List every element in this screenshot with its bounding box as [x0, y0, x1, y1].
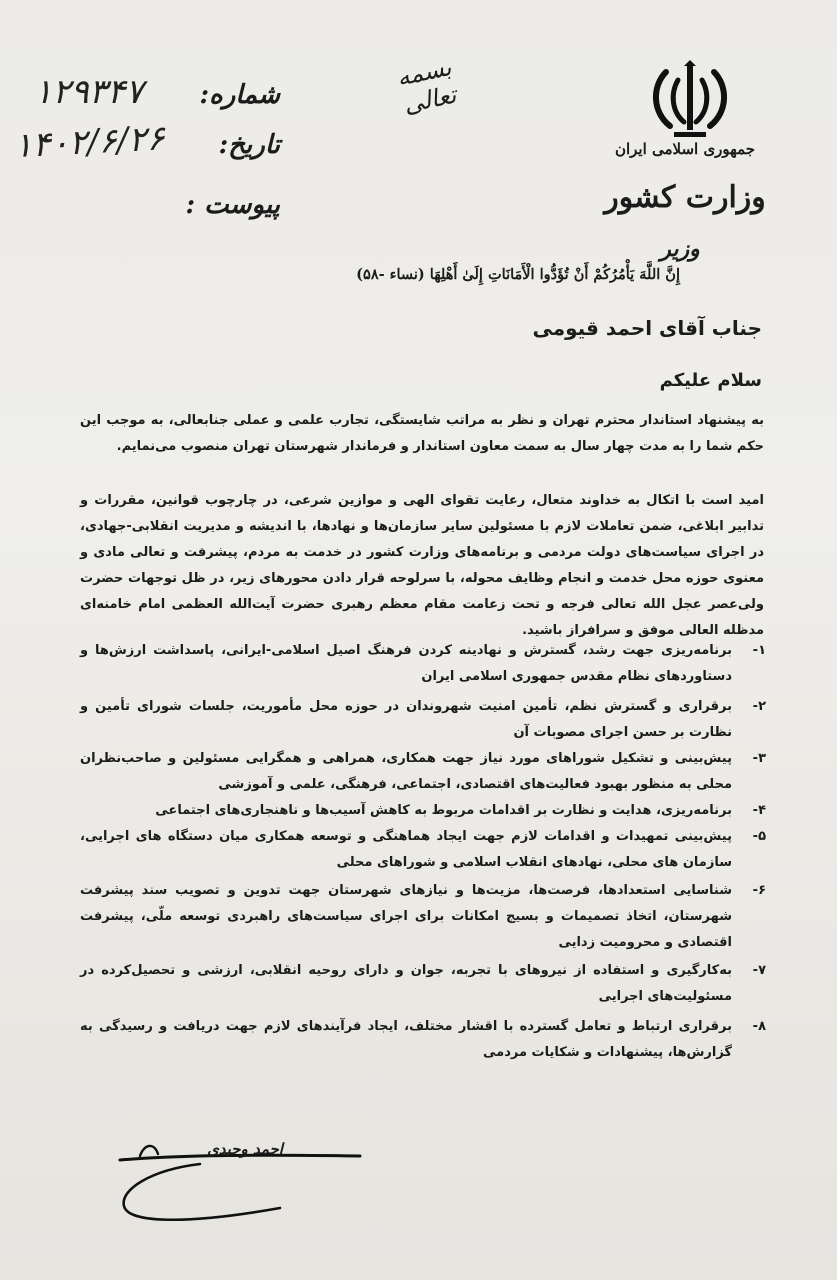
item-text: برنامه‌ریزی جهت رشد، گسترش و نهادینه کردن فرهنگ اصیل اسلامی-ایرانی، پاسداشت ارزش‌ها و دستاوردهای نظام مقدس جمهوری اسلامی ایران	[80, 643, 732, 684]
addressee: جناب آقای احمد قیومی	[532, 316, 762, 340]
iran-emblem-icon	[648, 60, 732, 142]
attachment-label: پیوست :	[185, 190, 280, 220]
item-number: ۶-	[752, 883, 766, 898]
letter-date-value: ۱۴۰۲/۶/۲۶	[13, 118, 166, 167]
item-number: ۱-	[752, 643, 766, 658]
minister-title: وزیر	[660, 236, 700, 262]
item-number: ۸-	[752, 1019, 766, 1034]
item-text: برقراری و گسترش نظم، تأمین امنیت شهروندان در حوزه محل مأموریت، جلسات شورای تأمین و نظارت بر حسن اجرای مصوبات آن	[80, 699, 732, 740]
item-number: ۴-	[752, 803, 766, 818]
list-item	[80, 694, 766, 746]
appointment-paragraph: به پیشنهاد استاندار محترم تهران و نظر به مراتب شایستگی، تجارب علمی و عملی جنابعالی، به موجب این حکم شما را به مدت چهار سال به سمت معاون استاندار و فرماندار شهرستان تهران منصوب می‌نمایم.	[80, 413, 764, 454]
list-item	[80, 1014, 766, 1070]
item-text: پیش‌بینی و تشکیل شوراهای مورد نیاز جهت همکاری، همراهی و همگرایی مسئولین و صاحب‌نظران محلی به منظور بهبود فعالیت‌های اقتصادی، اجتماعی، فرهنگی، علمی و آموزشی	[80, 751, 732, 792]
signature-scribble	[110, 1120, 370, 1230]
list-item	[80, 824, 766, 878]
item-text: به‌کارگیری و استفاده از نیروهای با تجربه، جوان و دارای روحیه انقلابی، ارزشی و تحصیل‌کرده در مسئولیت‌های اجرایی	[80, 963, 732, 1004]
quran-verse: إِنَّ اللَّهَ يَأْمُرُكُمْ أَنْ تُؤَدُّوا الْأَمَانَاتِ إِلَىٰ أَهْلِهَا (نساء -۵۸)	[356, 266, 680, 283]
government-name: جمهوری اسلامی ایران	[614, 140, 756, 158]
item-number: ۵-	[752, 829, 766, 844]
letter-number-value: ۱۲۹۳۴۷	[34, 72, 144, 112]
item-text: برقراری ارتباط و تعامل گسترده با اقشار مختلف، ایجاد فرآیندهای لازم جهت دریافت و رسیدگی به گزارش‌ها، پیشنهادات و شکایات مردمی	[80, 1019, 732, 1060]
number-label: شماره:	[199, 80, 280, 110]
ministry-name: وزارت کشور	[604, 180, 766, 215]
item-number: ۷-	[752, 963, 766, 978]
list-item	[80, 638, 766, 694]
item-number: ۲-	[752, 699, 766, 714]
list-item	[80, 746, 766, 798]
list-item	[80, 878, 766, 958]
wishes-paragraph: امید است با اتکال به خداوند متعال، رعایت تقوای الهی و موازین شرعی، در چارچوب قوانین، مقررات و تدابیر ابلاغی، ضمن تعاملات لازم با مسئولین سایر سازمان‌ها و نهادها، با اندیشه و مدیریت انقلابی-جهادی، در اجرای سیاست‌های دولت مردمی و برنامه‌های وزارت کشور در خدمت به مردم، پیشرفت و تعالی مادی و معنوی حوزه محل خدمت و انجام وظایف محوله، با سرلوحه قرار دادن محورهای زیر، در ظل توجهات حضرت ولی‌عصر عجل الله تعالی فرجه و تحت زعامت مقام معظم رهبری حضرت آیت‌الله العظمی امام خامنه‌ای مدظله العالی موفق و سرافراز باشید.	[80, 493, 764, 638]
item-text: پیش‌بینی تمهیدات و اقدامات لازم جهت ایجاد هماهنگی و توسعه همکاری میان دستگاه های اجرایی، سازمان های محلی، نهادهای انقلاب اسلامی و شوراهای محلی	[80, 829, 732, 870]
date-label: تاریخ:	[218, 130, 280, 160]
item-text: برنامه‌ریزی، هدایت و نظارت بر اقدامات مربوط به کاهش آسیب‌ها و ناهنجاری‌های اجتماعی	[155, 803, 732, 818]
list-item	[80, 798, 766, 824]
item-number: ۳-	[752, 751, 766, 766]
invocation-heading: بسمه تعالی	[394, 52, 459, 119]
list-item	[80, 958, 766, 1014]
signatory-name: احمد وحیدی	[207, 1140, 283, 1158]
duties-list	[80, 638, 766, 1070]
greeting: سلام علیکم	[659, 370, 762, 391]
item-text: شناسایی استعدادها، فرصت‌ها، مزیت‌ها و نیازهای شهرستان جهت تدوین و تصویب سند پیشرفت شهرستان، اتخاذ تصمیمات و بسیج امکانات برای اجرای سیاست‌های راهبردی توسعه ملّی، پیشرفت اقتصادی و محرومیت زدایی	[80, 883, 732, 950]
